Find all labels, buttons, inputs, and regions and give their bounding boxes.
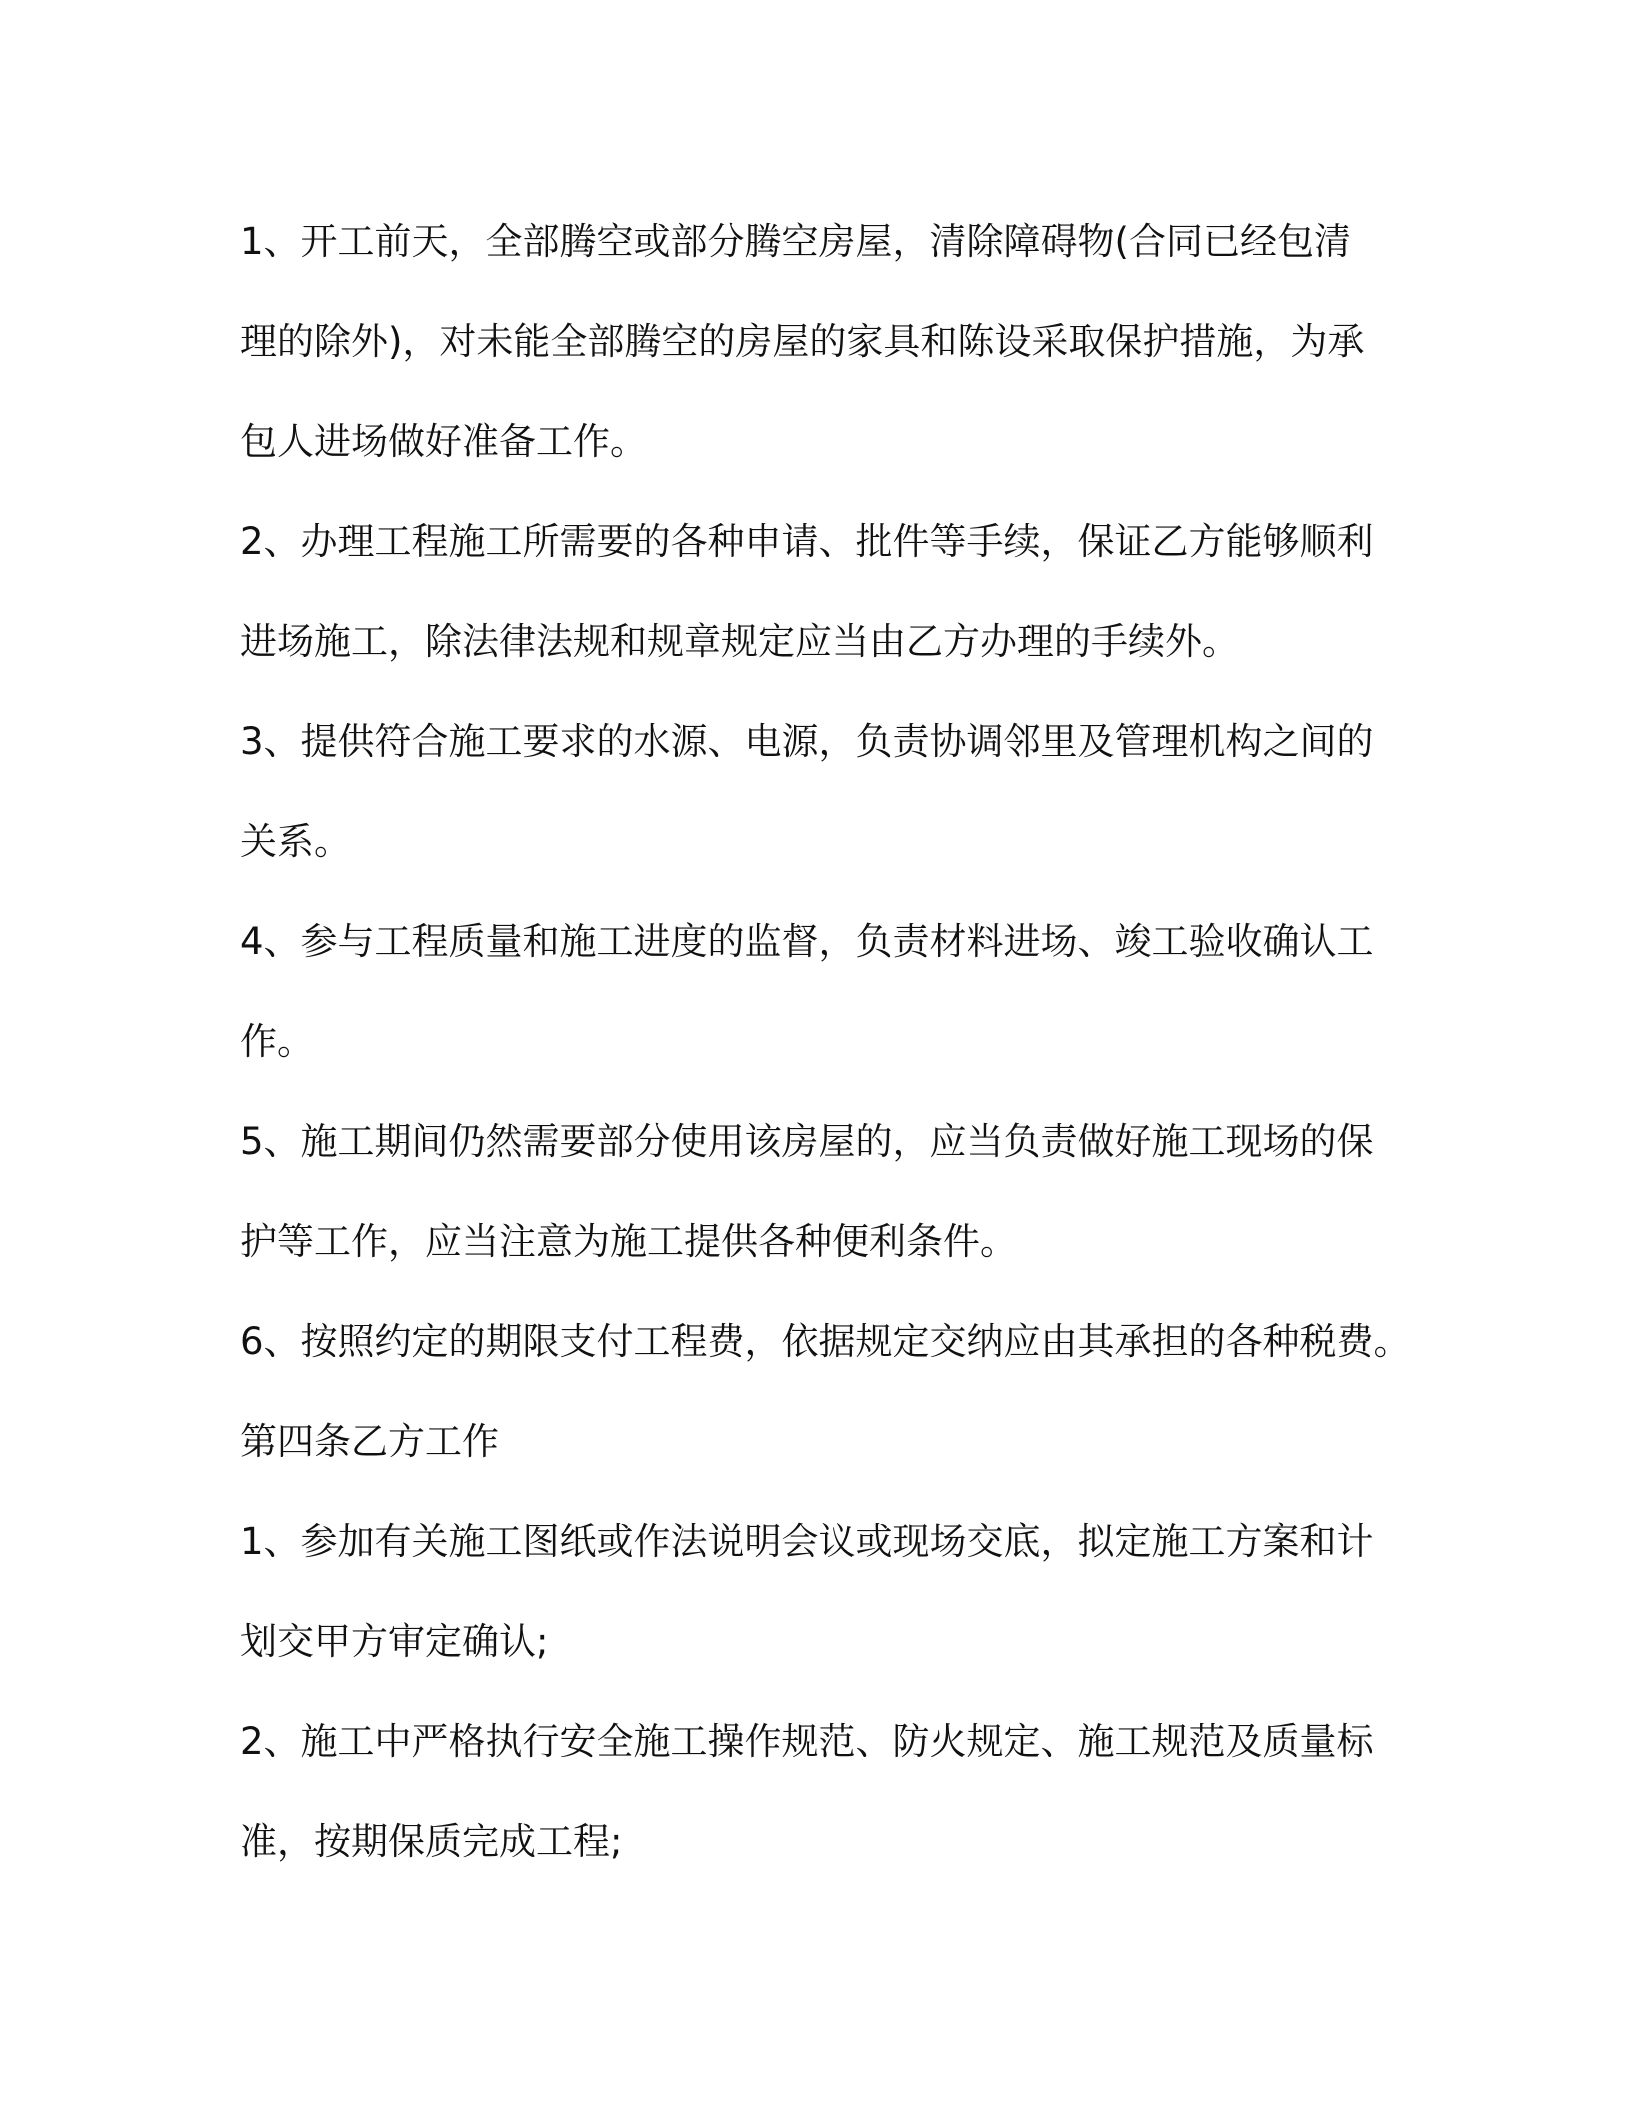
section-heading: 第四条乙方工作	[240, 1420, 499, 1463]
text-line-7: 关系。	[240, 820, 351, 863]
text-line-2: 理的除外)，对未能全部腾空的房屋的家具和陈设采取保护措施，为承	[240, 320, 1365, 363]
text-line-17: 准，按期保质完成工程;	[240, 1820, 623, 1863]
text-line-11: 护等工作，应当注意为施工提供各种便利条件。	[240, 1220, 1017, 1263]
text-line-12: 6、按照约定的期限支付工程费，依据规定交纳应由其承担的各种税费。	[240, 1320, 1411, 1363]
text-line-6: 3、提供符合施工要求的水源、电源，负责协调邻里及管理机构之间的	[240, 720, 1374, 763]
text-line-3: 包人进场做好准备工作。	[240, 420, 647, 463]
text-line-16: 2、施工中严格执行安全施工操作规范、防火规定、施工规范及质量标	[240, 1720, 1374, 1763]
text-line-8: 4、参与工程质量和施工进度的监督，负责材料进场、竣工验收确认工	[240, 920, 1374, 963]
text-line-1: 1、开工前天，全部腾空或部分腾空房屋，清除障碍物(合同已经包清	[240, 220, 1351, 263]
text-line-9: 作。	[240, 1020, 314, 1063]
document-body	[240, 192, 1410, 1892]
text-line-14: 1、参加有关施工图纸或作法说明会议或现场交底，拟定施工方案和计	[240, 1520, 1374, 1563]
text-line-5: 进场施工，除法律法规和规章规定应当由乙方办理的手续外。	[240, 620, 1239, 663]
text-line-10: 5、施工期间仍然需要部分使用该房屋的，应当负责做好施工现场的保	[240, 1120, 1374, 1163]
text-line-15: 划交甲方审定确认;	[240, 1620, 549, 1663]
text-line-4: 2、办理工程施工所需要的各种申请、批件等手续，保证乙方能够顺利	[240, 520, 1374, 563]
